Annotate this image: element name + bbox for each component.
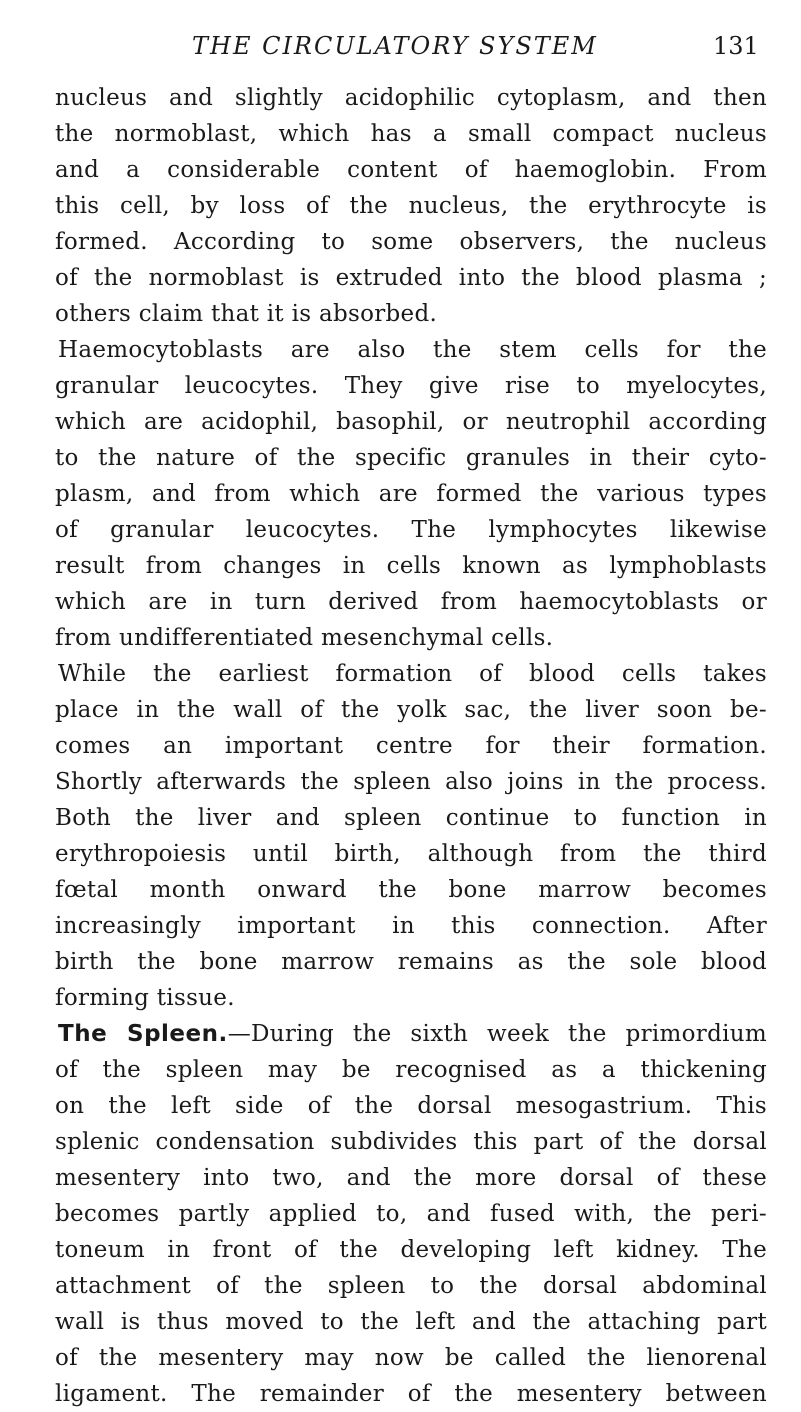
text-line: plasm, and from which are formed the various types (55, 481, 767, 507)
text-line: formed. According to some observers, the nucleus (55, 229, 767, 255)
text-line: to the nature of the specific granules in their cyto- (55, 445, 767, 471)
text-line: this cell, by loss of the nucleus, the erythrocyte is (55, 193, 767, 219)
text-line: which are in turn derived from haemocytoblasts or (55, 589, 767, 615)
text-line: result from changes in cells known as lymphoblasts (55, 553, 767, 579)
text-line: nucleus and slightly acidophilic cytoplasm, and then (55, 85, 767, 111)
body-text (55, 80, 767, 1412)
text-line: fœtal month onward the bone marrow becomes (55, 877, 767, 903)
text-line: comes an important centre for their formation. (55, 733, 767, 759)
text-line: erythropoiesis until birth, although from the third (55, 841, 767, 867)
text-line: which are acidophil, basophil, or neutrophil according (55, 409, 767, 435)
section-heading-spleen: The Spleen. (58, 1021, 228, 1047)
text-line: granular leucocytes. They give rise to myelocytes, (55, 373, 767, 399)
text-line: Shortly afterwards the spleen also joins in the process. (55, 769, 767, 795)
text-run: —During the sixth week the primordium (227, 1021, 767, 1047)
text-line: of the spleen may be recognised as a thickening (55, 1057, 767, 1083)
text-line: increasingly important in this connection. After (55, 913, 767, 939)
text-line: and a considerable content of haemoglobin. From (55, 157, 767, 183)
text-line: of the mesentery may now be called the lienorenal (55, 1345, 767, 1371)
text-line: on the left side of the dorsal mesogastrium. This (55, 1093, 767, 1119)
text-line: splenic condensation subdivides this part of the dorsal (55, 1129, 767, 1155)
running-head (0, 28, 801, 68)
text-line: place in the wall of the yolk sac, the liver soon be- (55, 697, 767, 723)
text-line: of the normoblast is extruded into the blood plasma ; (55, 265, 767, 291)
text-line: of granular leucocytes. The lymphocytes likewise (55, 517, 767, 543)
text-line: forming tissue. (55, 985, 235, 1011)
text-line: wall is thus moved to the left and the attaching part (55, 1309, 767, 1335)
text-line: becomes partly applied to, and fused with, the peri- (55, 1201, 767, 1227)
text-line: the normoblast, which has a small compact nucleus (55, 121, 767, 147)
text-line: birth the bone marrow remains as the sole blood (55, 949, 767, 975)
text-line: from undifferentiated mesenchymal cells. (55, 625, 554, 651)
text-line: toneum in front of the developing left kidney. The (55, 1237, 767, 1263)
text-line: Haemocytoblasts are also the stem cells for the (58, 337, 767, 363)
page-number: 131 (713, 32, 759, 60)
spleen-heading-line (55, 1016, 767, 1052)
text-line: attachment of the spleen to the dorsal abdominal (55, 1273, 767, 1299)
text-line: Both the liver and spleen continue to function in (55, 805, 767, 831)
text-line: mesentery into two, and the more dorsal of these (55, 1165, 767, 1191)
text-line: While the earliest formation of blood cells takes (58, 661, 767, 687)
running-head-title: THE CIRCULATORY SYSTEM (192, 32, 598, 60)
text-line: others claim that it is absorbed. (55, 301, 438, 327)
text-line: ligament. The remainder of the mesentery between (55, 1381, 767, 1407)
